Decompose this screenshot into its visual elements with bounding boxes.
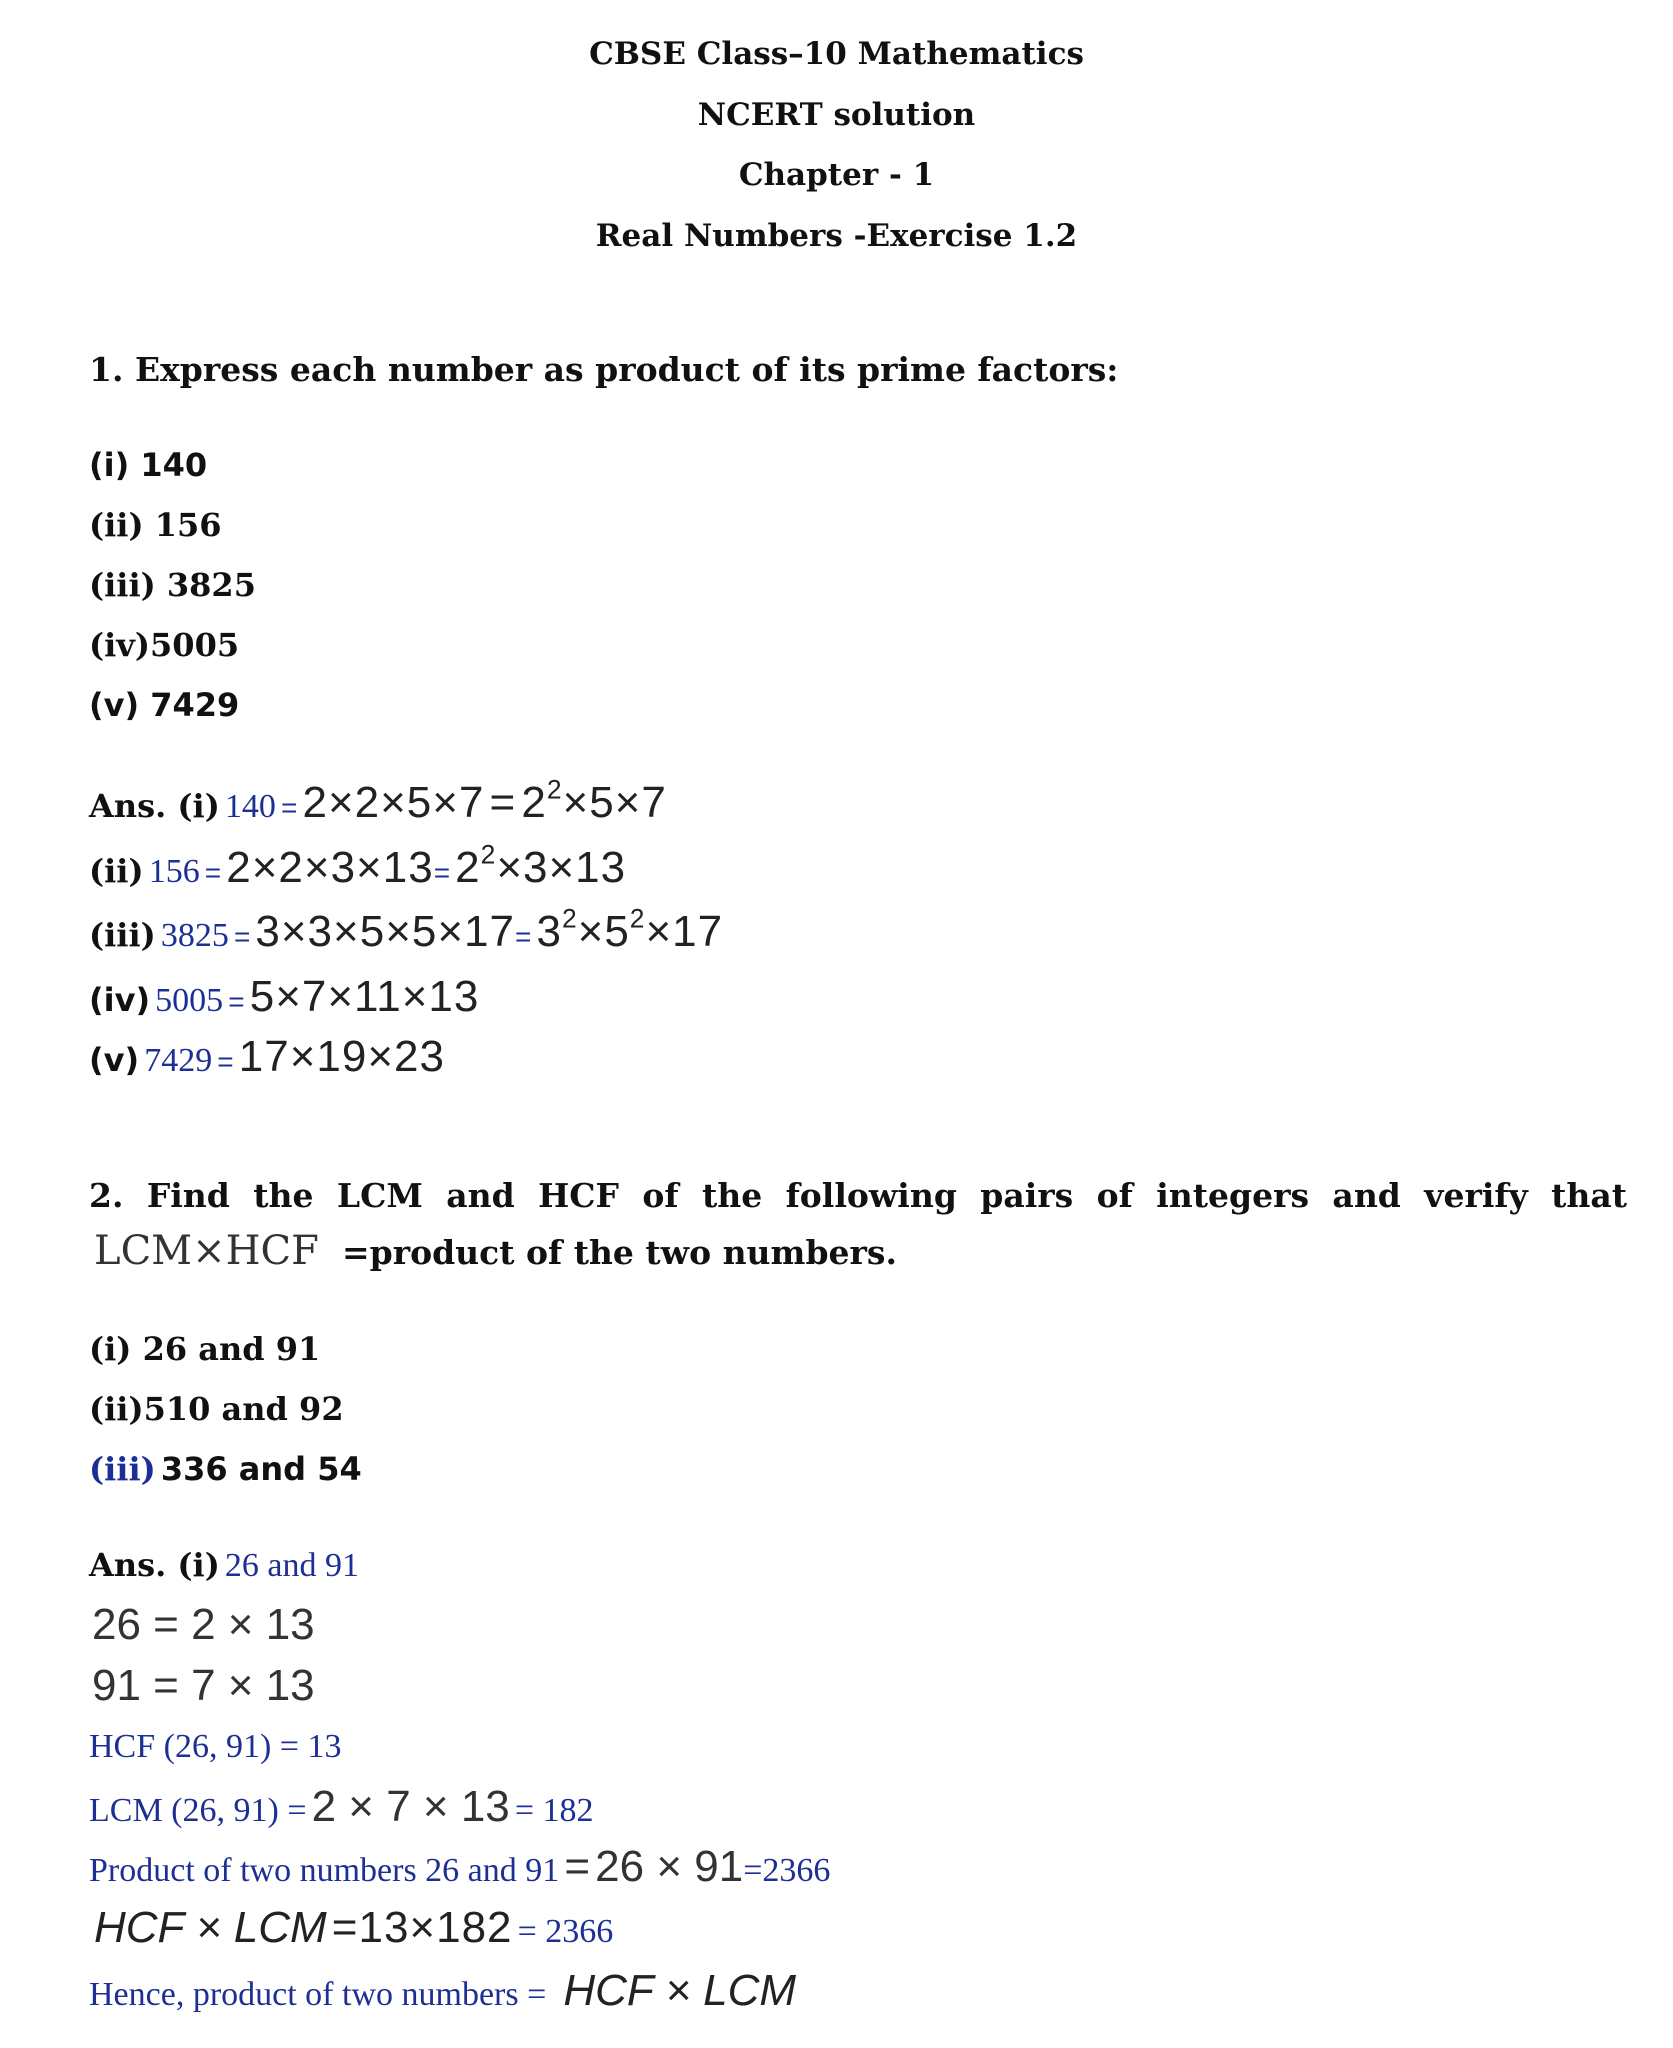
q1-item-iv: (iv)5005 — [89, 626, 240, 664]
q1-item-v: (v) 7429 — [89, 686, 240, 724]
hence-line — [89, 1966, 796, 2016]
q1-answer-ii — [89, 839, 627, 893]
factor-expression: 17×19×23 — [238, 1032, 445, 1081]
product-line — [89, 1842, 830, 1892]
factorization-91: 91 = 7 × 13 — [92, 1661, 315, 1710]
answer-label: (iv) — [89, 981, 151, 1019]
answer-number: 156 — [148, 853, 200, 890]
factorization-26: 26 = 2 × 13 — [92, 1600, 315, 1649]
answer-label: Ans. (i) — [89, 1546, 220, 1584]
lcm-prefix: LCM (26, 91) = — [89, 1792, 307, 1829]
hcf-lcm-formula: HCF × LCM — [94, 1903, 327, 1952]
power-base: $3^2\times 5^2\times 17$ — [536, 903, 724, 956]
question-1: 1. Express each number as product of its prime factors: — [89, 350, 1119, 389]
answer-number: 5005 — [155, 982, 224, 1019]
q1-answer-iv — [89, 972, 479, 1022]
factor-expression: 5×7×11×13 — [249, 972, 480, 1021]
product-result: =2366 — [743, 1852, 831, 1889]
answer-label: (iii) — [89, 916, 156, 954]
check-line — [94, 1903, 613, 1953]
product-factors: 26 × 91 — [595, 1842, 744, 1891]
equals-sign: = — [564, 1842, 591, 1891]
hcf-line: HCF (26, 91) = 13 — [89, 1728, 342, 1765]
hence-formula: HCF × LCM — [563, 1966, 797, 2015]
answer-number: 3825 — [160, 917, 229, 954]
question-2-line1: 2. Find the LCM and HCF of the following pairs of integers and verify that — [89, 1176, 1627, 1215]
equals-sign: = — [217, 1046, 234, 1077]
factor-expression: 3×3×5×5×17 — [255, 907, 515, 956]
equals-sign: = — [281, 792, 298, 823]
q2-item-i: (i) 26 and 91 — [89, 1330, 321, 1368]
equals-sign: = — [204, 857, 222, 888]
answer-number: 7429 — [144, 1042, 213, 1079]
item-label: (iii) — [89, 1450, 156, 1488]
answer-label: (v) — [89, 1041, 140, 1079]
product-prefix: Product of two numbers 26 and 91 — [89, 1852, 560, 1889]
header-solution: NCERT solution — [697, 97, 976, 133]
hence-prefix: Hence, product of two numbers = — [89, 1976, 547, 2013]
q1-answer-i — [89, 774, 667, 828]
equals-sign: = — [433, 857, 451, 888]
equals-sign: = — [515, 921, 532, 952]
q2-item-ii: (ii)510 and 92 — [89, 1390, 344, 1428]
answer-label: (ii) — [89, 852, 144, 890]
q1-item-iii: (iii) 3825 — [89, 566, 256, 604]
q1-answer-v — [89, 1032, 445, 1082]
answer-pair: 26 and 91 — [224, 1547, 360, 1584]
equals-sign: = — [489, 778, 517, 827]
equals-sign: = — [233, 921, 251, 952]
q2-answer-heading — [89, 1546, 359, 1585]
header-exercise: Real Numbers -Exercise 1.2 — [595, 218, 1078, 254]
question-2-tail: =product of the two numbers. — [341, 1233, 897, 1272]
header-chapter: Chapter - 1 — [738, 157, 935, 193]
question-2-line2 — [94, 1228, 897, 1274]
equals-sign: = — [228, 986, 245, 1017]
factor-expression: 2×2×5×7 — [302, 778, 485, 827]
check-product: =13×182 — [331, 1903, 513, 1952]
lcm-factors: 2 × 7 × 13 — [311, 1782, 510, 1831]
check-result: = 2366 — [517, 1913, 614, 1950]
lcm-result: = 182 — [514, 1792, 594, 1829]
answer-label: Ans. (i) — [89, 787, 220, 825]
answer-number: 140 — [224, 788, 276, 825]
factor-expression: 2×2×3×13 — [226, 843, 434, 892]
q1-answer-iii — [89, 903, 724, 957]
lcm-line — [89, 1782, 594, 1832]
item-pair: 336 and 54 — [160, 1450, 362, 1488]
power-base: $2^2\times 5\times 7$ — [521, 774, 667, 827]
header-course: CBSE Class–10 Mathematics — [589, 36, 1084, 72]
lcm-hcf-formula: LCM×HCF — [94, 1228, 319, 1274]
q1-item-ii: (ii) 156 — [89, 506, 222, 544]
q1-item-i: (i) 140 — [89, 446, 208, 484]
power-base: $2^2\times 3\times 13$ — [455, 839, 627, 892]
q2-item-iii — [89, 1450, 362, 1488]
